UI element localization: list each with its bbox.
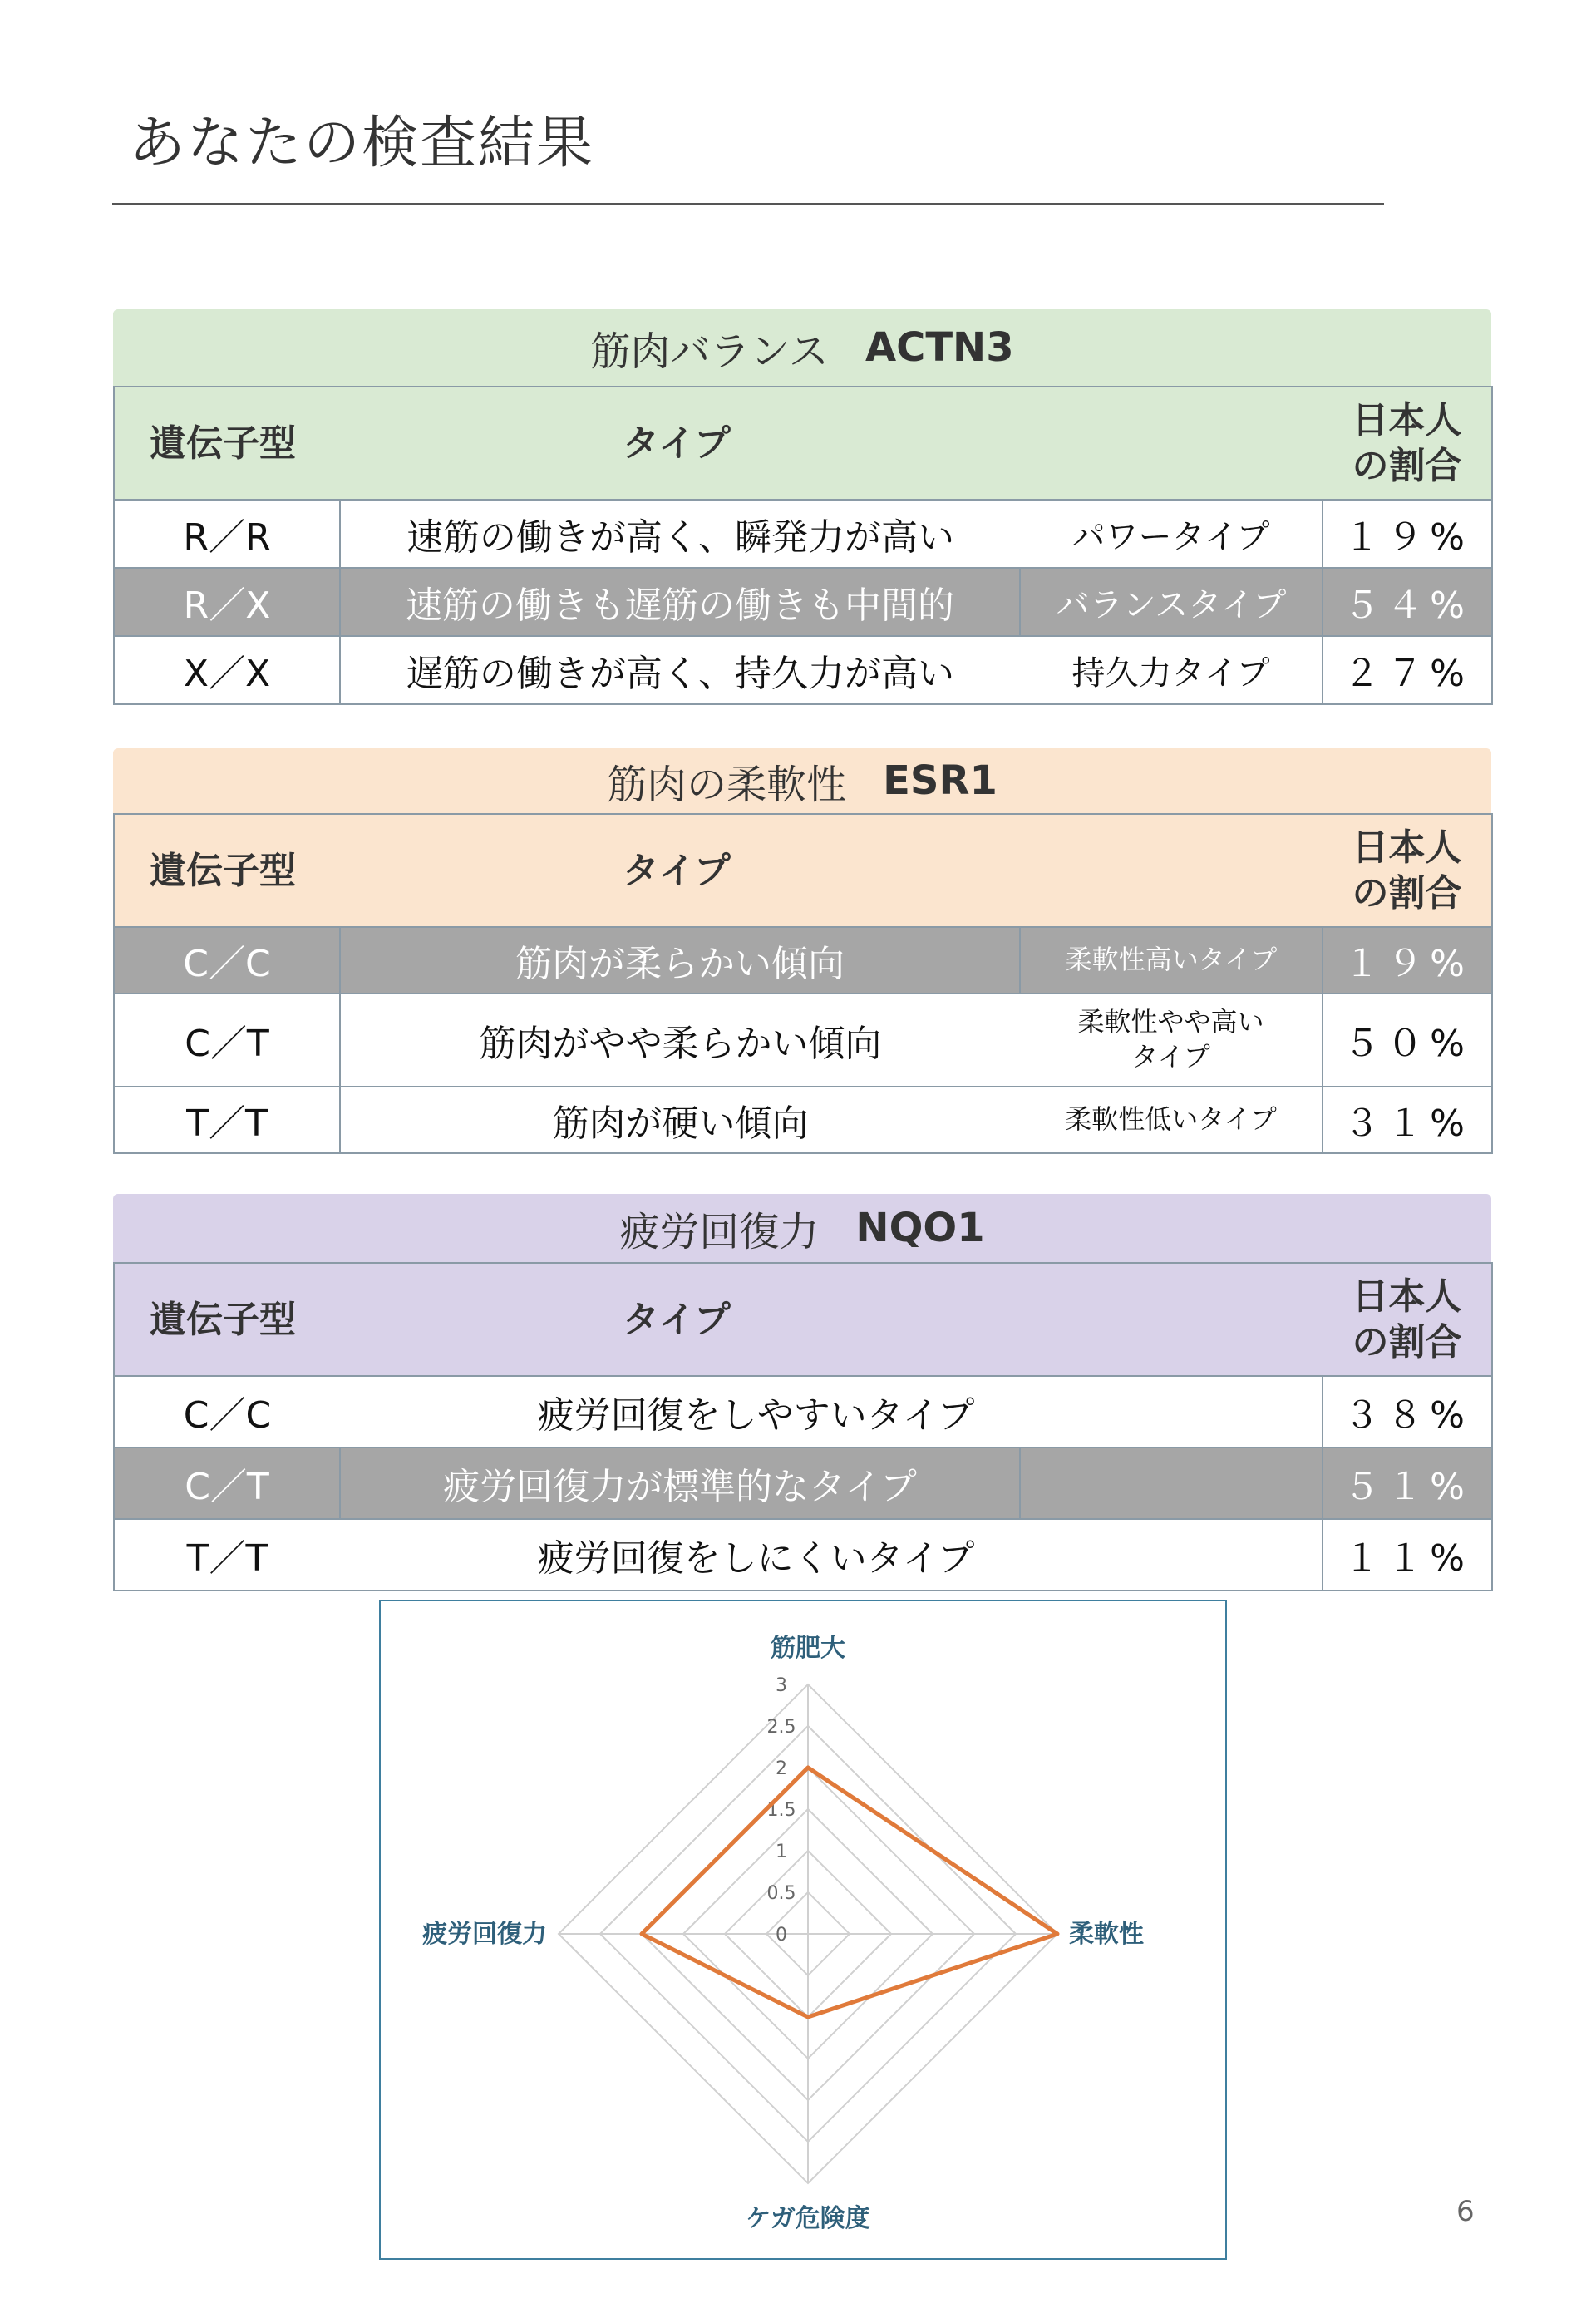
header-genotype: 遺伝子型 — [114, 387, 340, 500]
axis-label: ケガ危険度 — [746, 2204, 870, 2233]
tick-label: 1.5 — [766, 1800, 796, 1821]
ratio-cell: ２７% — [1323, 636, 1492, 704]
ratio-cell: １１% — [1323, 1519, 1492, 1590]
table-row — [114, 636, 1492, 704]
section-heading — [113, 1194, 1491, 1262]
section-title: 筋肉の柔軟性 — [607, 761, 847, 808]
ratio-cell: ３１% — [1323, 1087, 1492, 1153]
section-esr1 — [113, 748, 1491, 1154]
type-name-cell — [1020, 1447, 1323, 1519]
title-divider — [112, 203, 1384, 205]
genotype-cell: C／T — [114, 1447, 340, 1519]
section-actn3 — [113, 309, 1491, 705]
axis-label: 筋肥大 — [771, 1634, 845, 1663]
genotype-cell: T／T — [114, 1087, 340, 1153]
gene-name: ACTN3 — [864, 324, 1014, 371]
table-row — [114, 1519, 1492, 1590]
section-heading — [113, 748, 1491, 813]
header-type: タイプ — [340, 1263, 1323, 1376]
description-cell: 筋肉が硬い傾向 — [340, 1087, 1020, 1153]
description-cell: 疲労回復力が標準的なタイプ — [340, 1447, 1020, 1519]
tick-label: 2.5 — [766, 1717, 796, 1738]
ratio-cell: ５０% — [1323, 994, 1492, 1087]
description-cell: 速筋の働きが高く、瞬発力が高い — [340, 500, 1020, 568]
gene-name: NQO1 — [855, 1205, 985, 1251]
header-ratio: 日本人 の割合 — [1323, 1263, 1492, 1376]
table-row — [114, 568, 1492, 636]
ratio-cell: １９% — [1323, 500, 1492, 568]
type-name-cell: 持久力タイプ — [1020, 636, 1323, 704]
table-header-row — [114, 387, 1492, 500]
table-row — [114, 927, 1492, 994]
section-title: 筋肉バランス — [590, 328, 829, 375]
genotype-cell: C／C — [114, 927, 340, 994]
section-nqo1 — [113, 1194, 1491, 1591]
description-cell: 筋肉がやや柔らかい傾向 — [340, 994, 1020, 1087]
table-row — [114, 994, 1492, 1087]
table-row — [114, 500, 1492, 568]
axis-label: 柔軟性 — [1069, 1920, 1144, 1949]
ratio-cell: ５４% — [1323, 568, 1492, 636]
tick-label: 0.5 — [766, 1883, 796, 1904]
radar-chart — [379, 1600, 1227, 2260]
tick-label: 2 — [776, 1758, 787, 1779]
type-name-cell: パワータイプ — [1020, 500, 1323, 568]
header-ratio: 日本人 の割合 — [1323, 814, 1492, 927]
genotype-table — [113, 1262, 1493, 1591]
ratio-cell: １９% — [1323, 927, 1492, 994]
genotype-table — [113, 813, 1493, 1154]
header-ratio: 日本人 の割合 — [1323, 387, 1492, 500]
header-genotype: 遺伝子型 — [114, 814, 340, 927]
type-name-cell: 柔軟性やや高い タイプ — [1020, 994, 1323, 1087]
genotype-cell: R／X — [114, 568, 340, 636]
description-cell: 速筋の働きも遅筋の働きも中間的 — [340, 568, 1020, 636]
genotype-table — [113, 386, 1493, 705]
gene-name: ESR1 — [883, 757, 998, 804]
table-row — [114, 1447, 1492, 1519]
header-type: タイプ — [340, 814, 1323, 927]
tick-label: 3 — [776, 1675, 787, 1696]
description-cell: 遅筋の働きが高く、持久力が高い — [340, 636, 1020, 704]
genotype-cell: C／C — [114, 1376, 340, 1447]
genotype-cell: R／R — [114, 500, 340, 568]
description-cell: 疲労回復をしにくいタイプ — [340, 1519, 1323, 1590]
ratio-cell: ３８% — [1323, 1376, 1492, 1447]
type-name-cell: 柔軟性低いタイプ — [1020, 1087, 1323, 1153]
page-title: あなたの検査結果 — [129, 111, 595, 176]
description-cell: 筋肉が柔らかい傾向 — [340, 927, 1020, 994]
genotype-cell: C／T — [114, 994, 340, 1087]
section-title: 疲労回復力 — [619, 1208, 820, 1255]
radar-chart-svg — [381, 1601, 1225, 2258]
header-genotype: 遺伝子型 — [114, 1263, 340, 1376]
table-header-row — [114, 1263, 1492, 1376]
page-number: 6 — [1456, 2195, 1475, 2228]
table-header-row — [114, 814, 1492, 927]
ratio-cell: ５１% — [1323, 1447, 1492, 1519]
genotype-cell: T／T — [114, 1519, 340, 1590]
tick-label: 1 — [776, 1842, 787, 1862]
type-name-cell: バランスタイプ — [1020, 568, 1323, 636]
type-name-cell: 柔軟性高いタイプ — [1020, 927, 1323, 994]
axis-label: 疲労回復力 — [422, 1920, 547, 1949]
description-cell: 疲労回復をしやすいタイプ — [340, 1376, 1323, 1447]
table-row — [114, 1376, 1492, 1447]
genotype-cell: X／X — [114, 636, 340, 704]
table-row — [114, 1087, 1492, 1153]
header-type: タイプ — [340, 387, 1323, 500]
tick-label: 0 — [776, 1925, 787, 1945]
section-heading — [113, 309, 1491, 386]
